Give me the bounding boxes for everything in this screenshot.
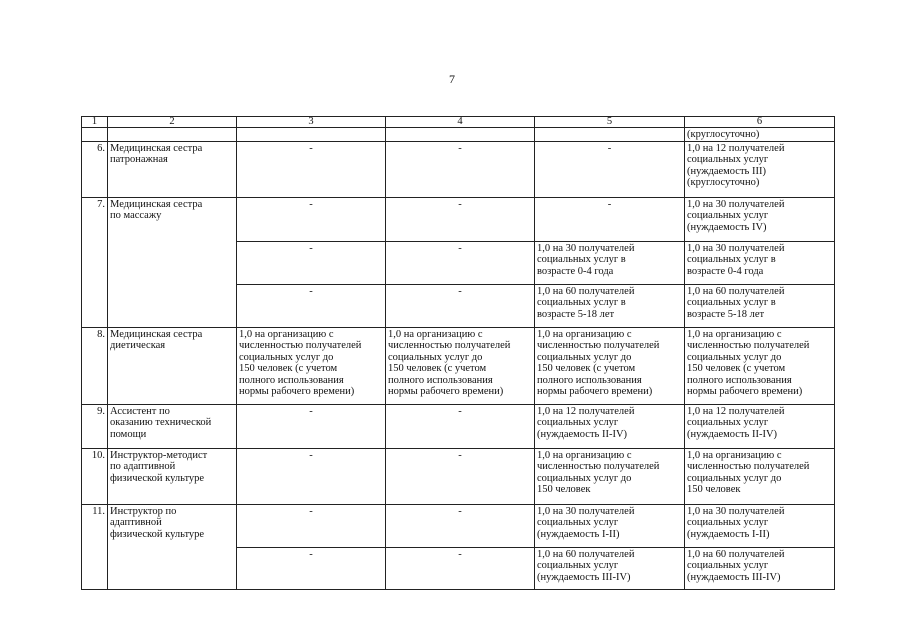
cell-empty: [386, 128, 535, 142]
page-number: 7: [449, 72, 455, 86]
table-row-11: [82, 504, 835, 547]
staffing-norms-table: [81, 116, 835, 590]
cell-empty: [108, 128, 237, 142]
table-row-10: [82, 448, 835, 504]
column-header-2: 2: [108, 117, 237, 128]
cell-col4: -: [386, 141, 535, 197]
cell-empty: [237, 128, 386, 142]
cell-col6: 1,0 на 12 получателей социальных услуг (нуждаемость II-IV): [685, 404, 835, 448]
cell-col5: 1,0 на 12 получателей социальных услуг (нуждаемость II-IV): [535, 404, 685, 448]
cell-col4: -: [386, 197, 535, 241]
cell-col6: 1,0 на 30 получателей социальных услуг (нуждаемость IV): [685, 197, 835, 241]
table-header-row: [82, 117, 835, 128]
position-name: Ассистент по оказанию технической помощи: [108, 404, 237, 448]
cell-col4: -: [386, 284, 535, 327]
cell-col6: 1,0 на 60 получателей социальных услуг в возрасте 5-18 лет: [685, 284, 835, 327]
cell-col3: -: [237, 404, 386, 448]
row-number: 7.: [82, 197, 108, 327]
cell-col6: 1,0 на 30 получателей социальных услуг в возрасте 0-4 года: [685, 241, 835, 284]
row-number: 10.: [82, 448, 108, 504]
cell-col4: -: [386, 404, 535, 448]
cell-col4: -: [386, 504, 535, 547]
cell-empty: [82, 128, 108, 142]
cell-col4: -: [386, 547, 535, 589]
cell-col6: 1,0 на 30 получателей социальных услуг (нуждаемость I-II): [685, 504, 835, 547]
cell-col3: 1,0 на организацию с численностью получателей социальных услуг до 150 человек (с учетом полного использования нормы рабочего времени): [237, 327, 386, 404]
column-header-4: 4: [386, 117, 535, 128]
cell-col5: -: [535, 197, 685, 241]
cell-col3: -: [237, 241, 386, 284]
position-name: Медицинская сестра диетическая: [108, 327, 237, 404]
row-number: 11.: [82, 504, 108, 589]
row-number: 6.: [82, 141, 108, 197]
position-name: Медицинская сестра по массажу: [108, 197, 237, 327]
cell-col5: 1,0 на организацию с численностью получателей социальных услуг до 150 человек: [535, 448, 685, 504]
cell-col5: 1,0 на 60 получателей социальных услуг в возрасте 5-18 лет: [535, 284, 685, 327]
cell-col4: -: [386, 241, 535, 284]
cell-col5: 1,0 на 30 получателей социальных услуг (нуждаемость I-II): [535, 504, 685, 547]
cell-col4: 1,0 на организацию с численностью получателей социальных услуг до 150 человек (с учетом полного использования нормы рабочего времени): [386, 327, 535, 404]
table-row-7: [82, 197, 835, 241]
cell-col3: -: [237, 141, 386, 197]
column-header-3: 3: [237, 117, 386, 128]
table-row-continuation: [82, 128, 835, 142]
row-number: 8.: [82, 327, 108, 404]
cell-col4: -: [386, 448, 535, 504]
cell-col6: 1,0 на 12 получателей социальных услуг (нуждаемость III) (круглосуточно): [685, 141, 835, 197]
cell-continuation-col6: (круглосуточно): [685, 128, 835, 142]
column-header-5: 5: [535, 117, 685, 128]
cell-col3: -: [237, 547, 386, 589]
cell-empty: [535, 128, 685, 142]
cell-col5: -: [535, 141, 685, 197]
cell-col6: 1,0 на организацию с численностью получателей социальных услуг до 150 человек (с учетом полного использования нормы рабочего времени): [685, 327, 835, 404]
table-row-9: [82, 404, 835, 448]
table-row-6: [82, 141, 835, 197]
cell-col3: -: [237, 448, 386, 504]
cell-col5: 1,0 на 30 получателей социальных услуг в возрасте 0-4 года: [535, 241, 685, 284]
cell-col6: 1,0 на 60 получателей социальных услуг (нуждаемость III-IV): [685, 547, 835, 589]
position-name: Медицинская сестра патронажная: [108, 141, 237, 197]
cell-col3: -: [237, 197, 386, 241]
row-number: 9.: [82, 404, 108, 448]
table-row-8: [82, 327, 835, 404]
column-header-6: 6: [685, 117, 835, 128]
position-name: Инструктор-методист по адаптивной физической культуре: [108, 448, 237, 504]
position-name: Инструктор по адаптивной физической культуре: [108, 504, 237, 589]
cell-col5: 1,0 на 60 получателей социальных услуг (нуждаемость III-IV): [535, 547, 685, 589]
cell-col3: -: [237, 504, 386, 547]
cell-col5: 1,0 на организацию с численностью получателей социальных услуг до 150 человек (с учетом полного использования нормы рабочего времени): [535, 327, 685, 404]
column-header-1: 1: [82, 117, 108, 128]
cell-col3: -: [237, 284, 386, 327]
cell-col6: 1,0 на организацию с численностью получателей социальных услуг до 150 человек: [685, 448, 835, 504]
